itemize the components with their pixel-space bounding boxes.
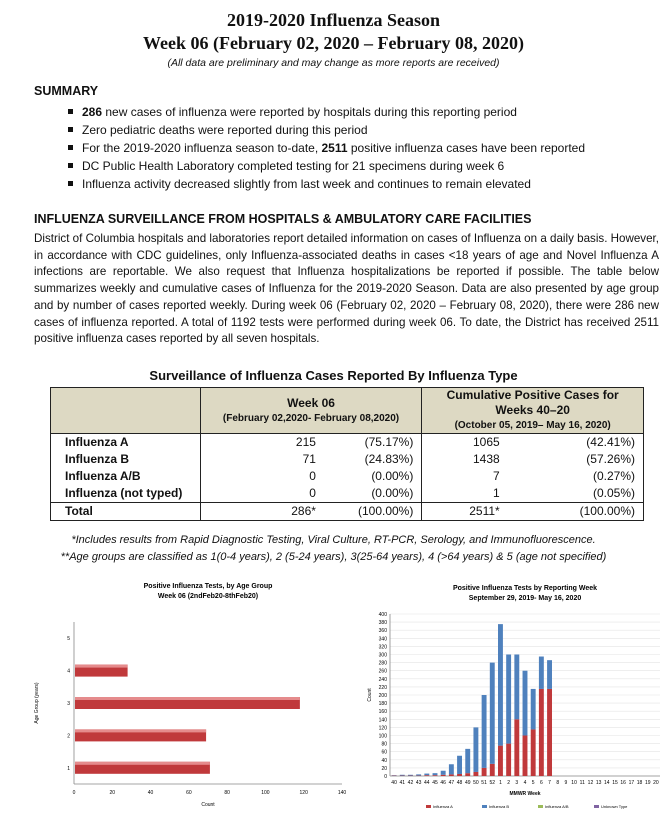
bullet-icon xyxy=(68,163,73,168)
x-tick-label: 40 xyxy=(147,790,154,796)
bar-week-52-influenza-a xyxy=(490,764,495,776)
age-group-chart xyxy=(30,576,350,808)
report-title: 2019-2020 Influenza Season xyxy=(226,10,441,30)
x-tick-label: 10 xyxy=(571,780,577,786)
x-tick-label: 43 xyxy=(415,780,422,786)
bar-week-47-influenza-a xyxy=(449,774,454,776)
y-tick-label: 4 xyxy=(67,668,70,675)
bar-week-52-influenza-b xyxy=(490,663,495,764)
y-tick-label: 40 xyxy=(381,757,387,764)
legend-swatch xyxy=(482,805,487,808)
x-tick-label: 4 xyxy=(523,780,527,786)
bar-week-46-influenza-b xyxy=(441,771,446,775)
bar-week-50-influenza-b xyxy=(473,727,478,772)
y-tick-label: 0 xyxy=(384,774,387,780)
x-tick-label: 5 xyxy=(531,780,535,786)
summary-item: Zero pediatric deaths were reported during this period xyxy=(68,121,585,139)
x-tick-label: 3 xyxy=(515,780,519,786)
x-tick-label: 49 xyxy=(464,780,471,786)
bar-week-4-influenza-a xyxy=(523,736,528,777)
y-tick-label: 300 xyxy=(378,652,387,659)
bullet-icon xyxy=(68,145,73,150)
x-tick-label: 8 xyxy=(556,780,560,786)
y-tick-label: 220 xyxy=(378,684,387,691)
bar-week-2-influenza-a xyxy=(506,744,511,776)
table-row: Influenza B 71 (24.83%) 1438 (57.26%) xyxy=(51,451,644,468)
y-tick-label: 380 xyxy=(378,620,387,627)
y-tick-label: 60 xyxy=(381,749,387,756)
y-tick-label: 3 xyxy=(67,701,70,707)
x-tick-label: 14 xyxy=(604,780,610,786)
y-tick-label: 140 xyxy=(378,717,387,724)
bullet-icon xyxy=(68,181,73,186)
bar-highlight xyxy=(75,697,300,700)
x-tick-label: 46 xyxy=(440,780,446,786)
y-tick-label: 260 xyxy=(378,668,387,675)
x-tick-label: 7 xyxy=(548,780,551,786)
bar-week-4-influenza-b xyxy=(523,671,528,736)
x-tick-label: 40 xyxy=(391,780,397,786)
y-tick-label: 1 xyxy=(67,765,70,772)
x-tick-label: 42 xyxy=(407,780,414,786)
bar-week-48-influenza-a xyxy=(457,774,462,776)
x-axis-label: Count xyxy=(201,802,215,808)
x-tick-label: 9 xyxy=(564,780,568,786)
x-tick-label: 80 xyxy=(224,790,230,796)
x-tick-label: 20 xyxy=(109,790,116,796)
summary-item: For the 2019-2020 influenza season to-date, 2511 positive influenza cases have been reported xyxy=(68,139,585,157)
x-tick-label: 0 xyxy=(72,790,76,796)
y-tick-label: 320 xyxy=(378,644,387,651)
report-disclaimer: (All data are preliminary and may change as more reports are received) xyxy=(167,57,500,69)
bar-highlight xyxy=(75,729,206,732)
y-tick-label: 160 xyxy=(378,709,387,716)
x-tick-label: 1 xyxy=(499,780,502,786)
bar-week-1-influenza-a xyxy=(498,746,503,776)
bar-week-5-influenza-a xyxy=(531,729,536,776)
bar-week-45-influenza-a xyxy=(433,775,438,776)
y-tick-label: 340 xyxy=(378,636,387,643)
x-tick-label: 11 xyxy=(579,780,585,786)
table-header-blank xyxy=(51,388,201,434)
x-tick-label: 44 xyxy=(424,780,430,786)
x-tick-label: 51 xyxy=(481,780,487,786)
x-tick-label: 47 xyxy=(448,780,455,786)
y-tick-label: 360 xyxy=(378,628,387,635)
x-tick-label: 45 xyxy=(432,780,438,786)
bar-week-1-influenza-b xyxy=(498,624,503,746)
x-tick-label: 2 xyxy=(507,780,511,786)
bar-week-42-influenza-b xyxy=(408,775,413,776)
y-axis-label: Count xyxy=(367,688,373,702)
summary-heading: SUMMARY xyxy=(34,84,99,98)
table-header-cumulative: Cumulative Positive Cases for Weeks 40–20 (October 05, 2019– May 16, 2020) xyxy=(422,388,644,434)
x-tick-label: 15 xyxy=(612,780,618,786)
y-tick-label: 200 xyxy=(378,693,387,699)
y-tick-label: 180 xyxy=(378,701,387,708)
bar-week-3-influenza-a xyxy=(514,719,519,776)
y-tick-label: 100 xyxy=(378,733,387,740)
bar-week-41-influenza-b xyxy=(400,775,405,776)
summary-item: 286 new cases of influenza were reported by hospitals during this reporting period xyxy=(68,103,585,121)
report-week: Week 06 (February 02, 2020 – February 08, 2020) xyxy=(143,33,524,53)
bar-week-51-influenza-b xyxy=(482,695,487,768)
chart-subtitle: Week 06 (2ndFeb20-8thFeb20) xyxy=(157,593,259,600)
y-axis-label: Age Group (years) xyxy=(34,682,40,724)
x-tick-label: 16 xyxy=(620,780,626,786)
y-tick-label: 400 xyxy=(378,612,387,618)
bar-week-47-influenza-b xyxy=(449,764,454,774)
bullet-icon xyxy=(68,127,73,132)
x-tick-label: 19 xyxy=(644,780,651,786)
table-row: Influenza A/B 0 (0.00%) 7 (0.27%) xyxy=(51,468,644,485)
y-tick-label: 120 xyxy=(378,725,387,732)
table-total-row: Total 286* (100.00%) 2511* (100.00%) xyxy=(51,503,644,521)
x-tick-label: 50 xyxy=(473,780,479,786)
table-row: Influenza (not typed) 0 (0.00%) 1 (0.05%) xyxy=(51,485,644,503)
bar-week-43-influenza-b xyxy=(416,774,421,775)
bar-week-45-influenza-b xyxy=(433,773,438,775)
bar-week-3-influenza-b xyxy=(514,655,519,720)
chart-title: Positive Influenza Tests, by Age Group xyxy=(143,583,273,590)
y-tick-label: 2 xyxy=(67,733,70,740)
summary-item: DC Public Health Laboratory completed testing for 21 specimens during week 6 xyxy=(68,157,585,175)
x-tick-label: 17 xyxy=(628,780,635,786)
bar-week-51-influenza-a xyxy=(482,768,487,776)
x-tick-label: 18 xyxy=(636,780,643,786)
summary-list xyxy=(68,103,585,193)
legend-label: Influenza B xyxy=(489,804,510,809)
x-tick-label: 6 xyxy=(539,780,543,786)
legend-label: Unknown Type xyxy=(601,804,628,809)
bullet-icon xyxy=(68,109,73,114)
table-title: Surveillance of Influenza Cases Reported By Influenza Type xyxy=(149,368,518,383)
summary-item: Influenza activity decreased slightly from last week and continues to remain elevated xyxy=(68,175,585,193)
bar-week-2-influenza-b xyxy=(506,655,511,744)
bar-week-6-influenza-b xyxy=(539,657,544,689)
table-footnote-2: **Age groups are classified as 1(0-4 years), 2 (5-24 years), 3(25-64 years), 4 (>64 years) & 5 (age not specified) xyxy=(60,551,607,563)
x-tick-label: 48 xyxy=(456,780,463,786)
surveillance-table xyxy=(50,387,644,521)
chart-title: Positive Influenza Tests by Reporting Week xyxy=(452,585,598,592)
chart-subtitle: September 29, 2019- May 16, 2020 xyxy=(468,595,582,602)
bar-week-49-influenza-a xyxy=(465,773,470,776)
x-tick-label: 100 xyxy=(261,790,270,796)
legend-swatch xyxy=(538,805,543,808)
legend-swatch xyxy=(426,805,431,808)
table-footnote-1: *Includes results from Rapid Diagnostic Testing, Viral Culture, RT-PCR, Serology, and Immunofluorescence. xyxy=(71,534,596,546)
x-tick-label: 120 xyxy=(299,790,308,796)
y-tick-label: 240 xyxy=(378,676,387,683)
x-tick-label: 60 xyxy=(186,790,192,796)
y-tick-label: 20 xyxy=(381,765,387,772)
x-axis-label: MMWR Week xyxy=(509,791,541,797)
bar-week-48-influenza-b xyxy=(457,756,462,774)
y-tick-label: 5 xyxy=(67,636,70,643)
x-tick-label: 20 xyxy=(653,780,659,786)
table-row: Influenza A 215 (75.17%) 1065 (42.41%) xyxy=(51,434,644,452)
surveillance-heading: INFLUENZA SURVEILLANCE FROM HOSPITALS & AMBULATORY CARE FACILITIES xyxy=(34,212,532,226)
bar-week-5-influenza-b xyxy=(531,689,536,730)
x-tick-label: 12 xyxy=(587,780,594,786)
bar-week-44-influenza-a xyxy=(424,775,429,776)
bar-highlight xyxy=(75,762,210,765)
y-tick-label: 280 xyxy=(378,660,387,667)
bar-week-46-influenza-a xyxy=(441,775,446,776)
surveillance-paragraph: District of Columbia hospitals and laboratories report detailed information on cases of Influenza on a daily basis. However, in accordance with CDC guidelines, only Influenza-associated deaths in cases <18 years of age and Novel Influenza A infections are reportable. We also request that Influenza hospitalizations be reported if possible. The table below summarizes weekly and cumulative cases of Influenza for the 2019-2020 Season. Data are also presented by age group and by number of cases reported weekly. During week 06 (February 02, 2020 – February 08, 2020), there were 286 new cases of influenza reported. A total of 1192 tests were performed during week 06. To date, the District has received 2511 positive influenza cases reported by all seven hospitals. xyxy=(34,232,659,346)
bar-week-50-influenza-a xyxy=(473,772,478,776)
x-tick-label: 52 xyxy=(489,780,496,786)
x-tick-label: 41 xyxy=(399,780,406,786)
bar-highlight xyxy=(75,665,128,668)
bar-week-7-influenza-b xyxy=(547,660,552,689)
table-header-week: Week 06 (February 02,2020- February 08,2020) xyxy=(200,388,422,434)
x-tick-label: 140 xyxy=(337,790,347,796)
legend-label: Influenza A xyxy=(433,804,453,809)
weekly-chart xyxy=(366,576,664,816)
legend-label: Influenza A/B xyxy=(545,804,569,809)
bar-week-7-influenza-a xyxy=(547,689,552,776)
bar-week-6-influenza-a xyxy=(539,689,544,776)
legend-swatch xyxy=(594,805,599,808)
y-tick-label: 80 xyxy=(381,741,387,748)
bar-week-44-influenza-b xyxy=(424,774,429,776)
x-tick-label: 13 xyxy=(595,780,602,786)
bar-week-49-influenza-b xyxy=(465,749,470,773)
